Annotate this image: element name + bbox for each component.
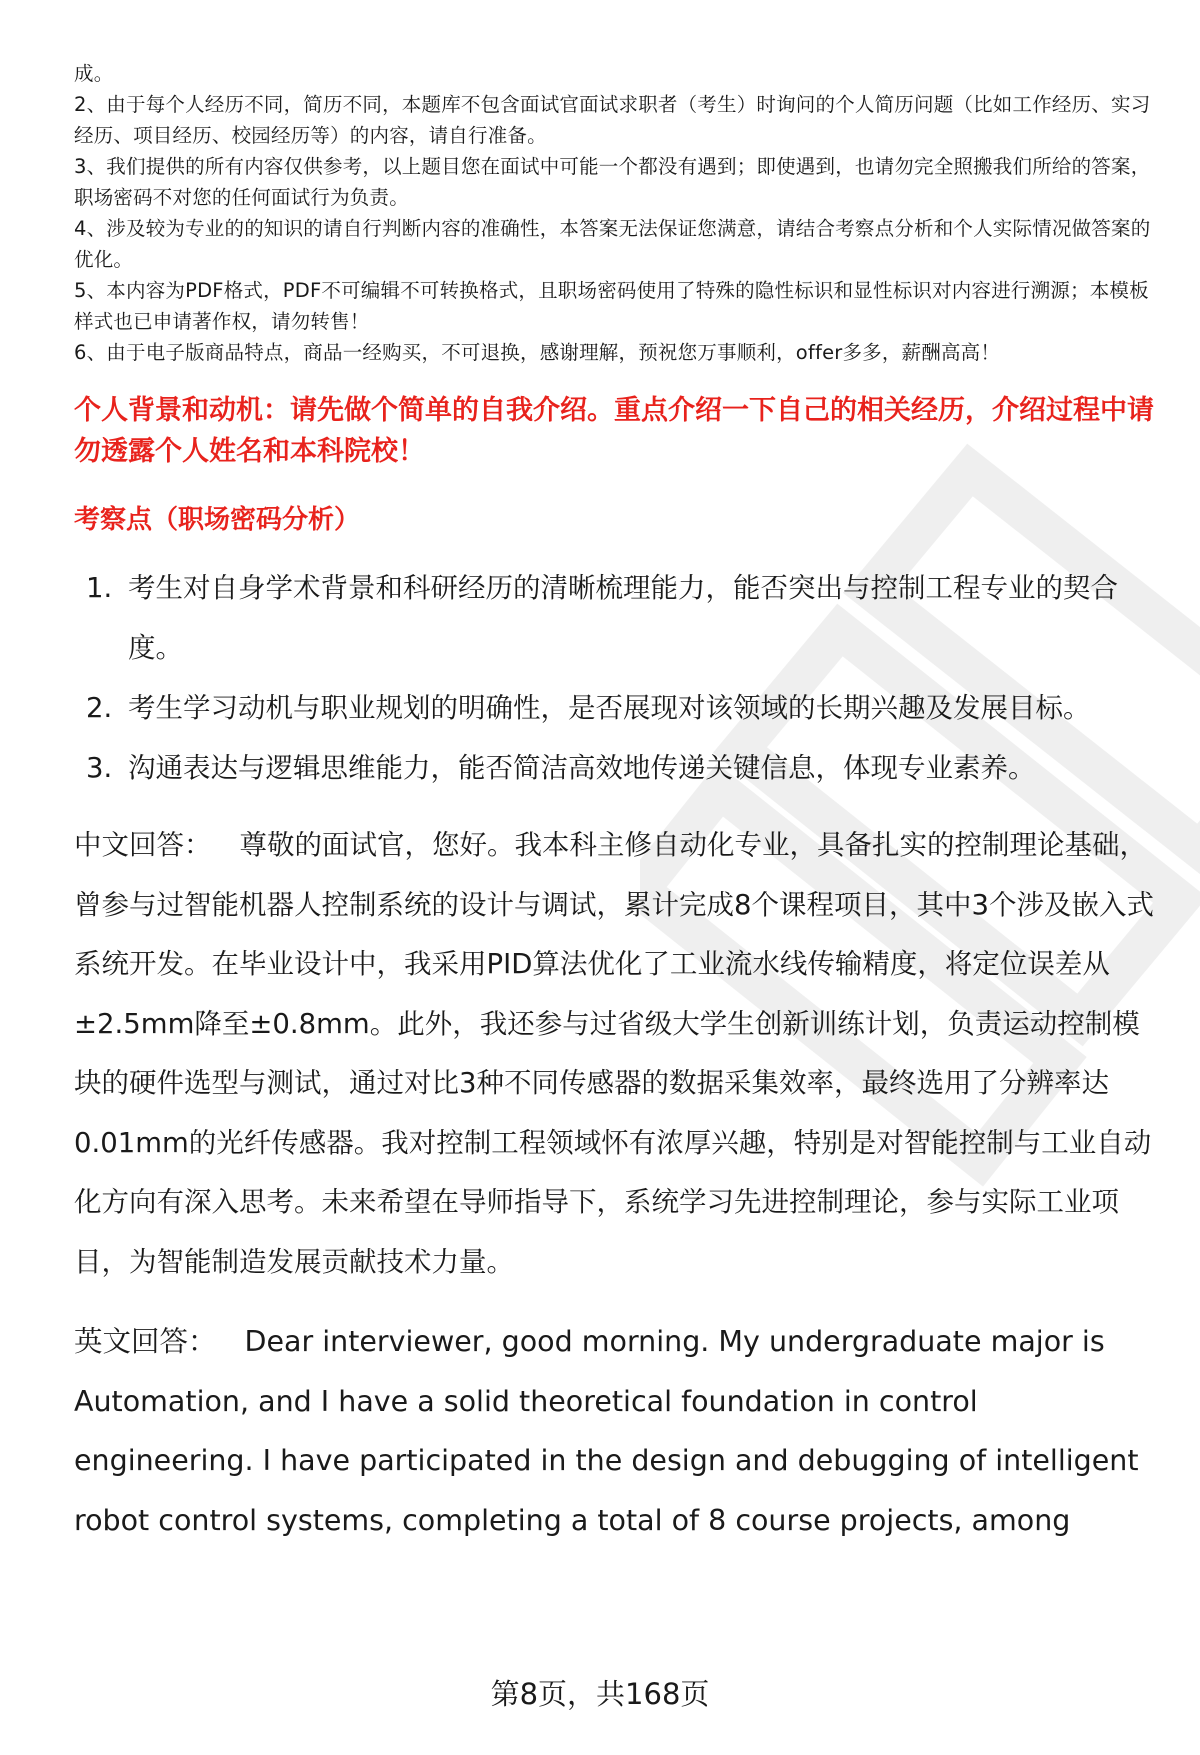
list-item	[74, 678, 1160, 738]
note-item: 3、我们提供的所有内容仅供参考，以上题目您在面试中可能一个都没有遇到；即使遇到，也请勿完全照搬我们所给的答案，职场密码不对您的任何面试行为负责。	[74, 155, 1151, 209]
note-item: 2、由于每个人经历不同，简历不同，本题库不包含面试官面试求职者（考生）时询问的个人简历问题（比如工作经历、实习经历、项目经历、校园经历等）的内容，请自行准备。	[74, 93, 1151, 147]
point-text: 沟通表达与逻辑思维能力，能否简洁高效地传递关键信息，体现专业素养。	[128, 752, 1036, 784]
point-text: 考生对自身学术背景和科研经历的清晰梳理能力，能否突出与控制工程专业的契合度。	[128, 572, 1118, 664]
note-item: 成。	[74, 62, 114, 85]
point-number: 3.	[86, 752, 113, 784]
point-text: 考生学习动机与职业规划的明确性，是否展现对该领域的长期兴趣及发展目标。	[128, 692, 1091, 724]
page-content	[74, 58, 1160, 1550]
disclaimer-notes	[74, 58, 1160, 368]
list-item	[74, 738, 1160, 798]
chinese-answer	[74, 816, 1160, 1292]
note-item: 5、本内容为PDF格式，PDF不可编辑不可转换格式，且职场密码使用了特殊的隐性标识和显性标识对内容进行溯源；本模板样式也已申请著作权，请勿转售！	[74, 279, 1149, 333]
chinese-answer-label: 中文回答：	[74, 829, 212, 861]
note-item: 4、涉及较为专业的的知识的请自行判断内容的准确性，本答案无法保证您满意，请结合考察点分析和个人实际情况做答案的优化。	[74, 217, 1151, 271]
question-heading: 个人背景和动机：请先做个简单的自我介绍。重点介绍一下自己的相关经历，介绍过程中请勿透露个人姓名和本科院校！	[74, 395, 1154, 467]
note-item: 6、由于电子版商品特点，商品一经购买，不可退换，感谢理解，预祝您万事顺利，offer多多，薪酬高高！	[74, 341, 1001, 364]
english-answer	[74, 1312, 1160, 1550]
point-number: 2.	[86, 692, 113, 724]
english-answer-text: Dear interviewer, good morning. My undergraduate major is Automation, and I have a solid theoretical foundation in control engineering. I have participated in the design and debugging of intelligent robot control systems, completing a total of 8 course projects, among	[74, 1325, 1139, 1537]
list-item	[74, 558, 1160, 678]
points-title: 考察点（职场密码分析）	[74, 505, 361, 535]
english-answer-label: 英文回答：	[74, 1325, 217, 1358]
point-number: 1.	[86, 572, 113, 604]
page-number: 第8页，共168页	[490, 1677, 710, 1711]
points-list	[74, 558, 1160, 798]
chinese-answer-text: 尊敬的面试官，您好。我本科主修自动化专业，具备扎实的控制理论基础，曾参与过智能机器人控制系统的设计与调试，累计完成8个课程项目，其中3个涉及嵌入式系统开发。在毕业设计中，我采用PID算法优化了工业流水线传输精度，将定位误差从±2.5mm降至±0.8mm。此外，我还参与过省级大学生创新训练计划，负责运动控制模块的硬件选型与测试，通过对比3种不同传感器的数据采集效率，最终选用了分辨率达0.01mm的光纤传感器。我对控制工程领域怀有浓厚兴趣，特别是对智能控制与工业自动化方向有深入思考。未来希望在导师指导下，系统学习先进控制理论，参与实际工业项目，为智能制造发展贡献技术力量。	[74, 829, 1154, 1278]
